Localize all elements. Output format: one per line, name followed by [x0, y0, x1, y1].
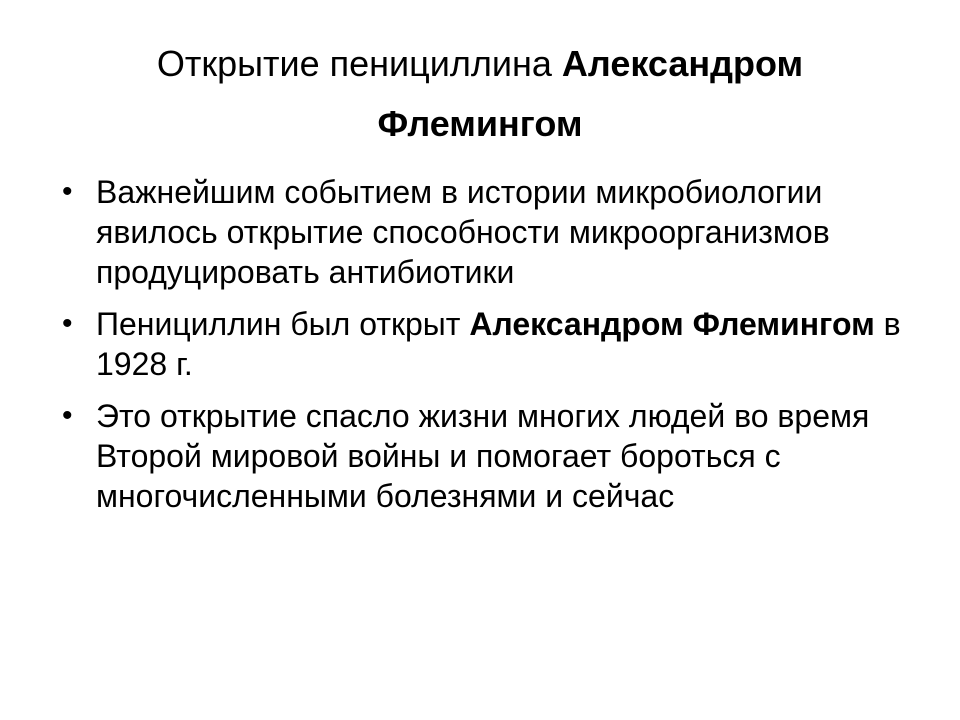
bullet-item	[62, 396, 912, 516]
bullet-text	[96, 306, 901, 382]
title-bold-line1: Александром	[561, 43, 804, 84]
bullet-list	[62, 172, 912, 528]
bullet-dot-icon: •	[62, 399, 73, 432]
bullet-item	[62, 304, 912, 384]
title-bold-line2: Флемингом	[377, 103, 583, 144]
bullet-text-before: Пенициллин был открыт	[96, 306, 470, 342]
bullet-text-bold: Александром Флемингом	[469, 306, 875, 342]
slide-title	[60, 34, 900, 154]
bullet-item	[62, 172, 912, 292]
title-plain: Открытие пенициллина	[156, 43, 562, 84]
bullet-text: Это открытие спасло жизни многих людей во время Второй мировой войны и помогает бороться с многочисленными болезнями и сейчас	[96, 398, 870, 514]
bullet-text: Важнейшим событием в истории микробиологии явилось открытие способности микроорганизмов продуцировать антибиотики	[96, 174, 830, 290]
bullet-dot-icon: •	[62, 307, 73, 340]
bullet-dot-icon: •	[62, 175, 73, 208]
bullet-text-after: в 1928 г.	[96, 306, 901, 382]
